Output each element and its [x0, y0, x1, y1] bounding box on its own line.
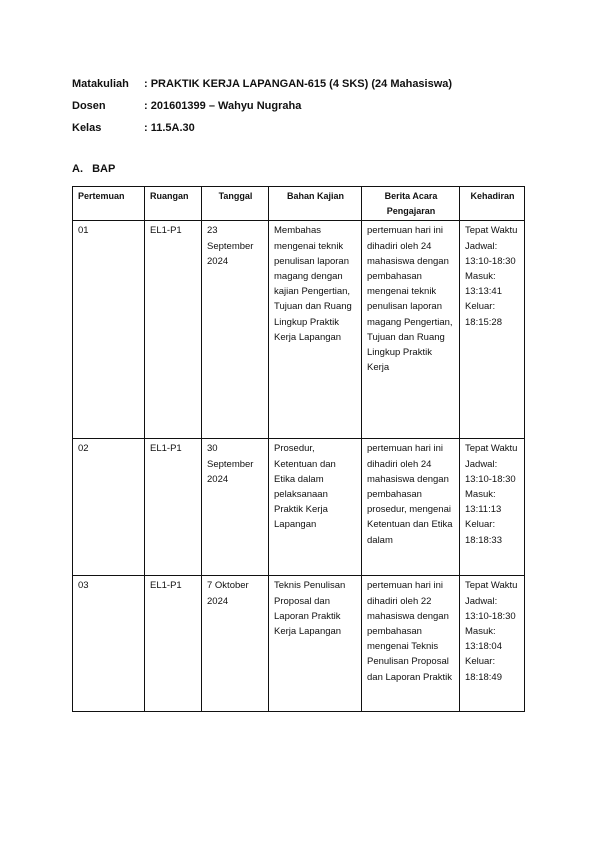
cell-text: 23 September 2024 — [207, 225, 254, 267]
cell-text: pertemuan hari ini dihadiri oleh 24 mahasiswa dengan pembahasan mengenai teknik penulisan laporan magang Pengertian, Tujuan dan Ruang Lingkup Praktik Kerja — [367, 225, 453, 374]
cell-text: Tepat Waktu Jadwal: 13:10-18:30 Masuk: 13:18:04 Keluar: 18:18:49 — [465, 580, 518, 683]
cell-text: Prosedur, Ketentuan dan Etika dalam pelaksanaan Praktik Kerja Lapangan — [274, 443, 336, 531]
section-number: A. — [72, 163, 83, 175]
bap-table — [72, 186, 525, 712]
section-title: BAP — [92, 163, 116, 175]
table-row — [73, 439, 525, 576]
header-ruangan: Ruangan — [145, 187, 202, 221]
kelas-row — [72, 117, 452, 139]
header-bahan-kajian: Bahan Kajian — [269, 187, 362, 221]
cell-pertemuan — [73, 221, 145, 439]
cell-text: EL1-P1 — [150, 580, 182, 592]
cell-ruangan — [145, 439, 202, 576]
cell-tanggal — [202, 221, 269, 439]
header-pertemuan: Pertemuan — [73, 187, 145, 221]
cell-tanggal — [202, 576, 269, 712]
table-row — [73, 221, 525, 439]
cell-kehadiran — [460, 439, 525, 576]
dosen-value: : 201601399 – Wahyu Nugraha — [144, 100, 302, 112]
cell-bahan-kajian — [269, 221, 362, 439]
cell-kehadiran — [460, 221, 525, 439]
cell-text: 03 — [78, 580, 89, 592]
cell-text: Membahas mengenai teknik penulisan laporan magang dengan kajian Pengertian, Tujuan dan Ruang Lingkup Praktik Kerja Lapangan — [274, 225, 352, 343]
cell-berita-acara — [362, 576, 460, 712]
dosen-row — [72, 95, 452, 117]
header-tanggal: Tanggal — [202, 187, 269, 221]
course-info — [72, 73, 452, 139]
table-header-row — [73, 187, 525, 221]
cell-tanggal — [202, 439, 269, 576]
matakuliah-label: Matakuliah — [72, 78, 129, 90]
cell-text: Teknis Penulisan Proposal dan Laporan Praktik Kerja Lapangan — [274, 580, 346, 638]
cell-text: pertemuan hari ini dihadiri oleh 22 mahasiswa dengan pembahasan mengenai Teknis Penulisan Proposal dan Laporan Praktik — [367, 580, 453, 683]
cell-text: 02 — [78, 443, 89, 455]
cell-bahan-kajian — [269, 439, 362, 576]
cell-ruangan — [145, 221, 202, 439]
cell-bahan-kajian — [269, 576, 362, 712]
cell-text: 30 September 2024 — [207, 443, 254, 485]
header-berita-acara: Berita Acara Pengajaran — [362, 187, 460, 221]
cell-text: Tepat Waktu Jadwal: 13:10-18:30 Masuk: 13:13:41 Keluar: 18:15:28 — [465, 225, 518, 328]
table-row — [73, 576, 525, 712]
cell-pertemuan — [73, 576, 145, 712]
kelas-label: Kelas — [72, 122, 102, 134]
cell-berita-acara — [362, 439, 460, 576]
cell-ruangan — [145, 576, 202, 712]
cell-kehadiran — [460, 576, 525, 712]
cell-text: 7 Oktober 2024 — [207, 580, 249, 607]
matakuliah-value: : PRAKTIK KERJA LAPANGAN-615 (4 SKS) (24 Mahasiswa) — [144, 78, 453, 90]
cell-pertemuan — [73, 439, 145, 576]
header-kehadiran: Kehadiran — [460, 187, 525, 221]
cell-text: 01 — [78, 225, 89, 237]
cell-text: pertemuan hari ini dihadiri oleh 24 mahasiswa dengan pembahasan prosedur, mengenai Ketentuan dan Etika dalam — [367, 443, 453, 546]
dosen-label: Dosen — [72, 100, 106, 112]
kelas-value: : 11.5A.30 — [144, 122, 195, 134]
matakuliah-row — [72, 73, 452, 95]
section-heading — [72, 163, 115, 175]
cell-text: Tepat Waktu Jadwal: 13:10-18:30 Masuk: 13:11:13 Keluar: 18:18:33 — [465, 443, 518, 546]
cell-berita-acara — [362, 221, 460, 439]
cell-text: EL1-P1 — [150, 443, 182, 455]
cell-text: EL1-P1 — [150, 225, 182, 237]
